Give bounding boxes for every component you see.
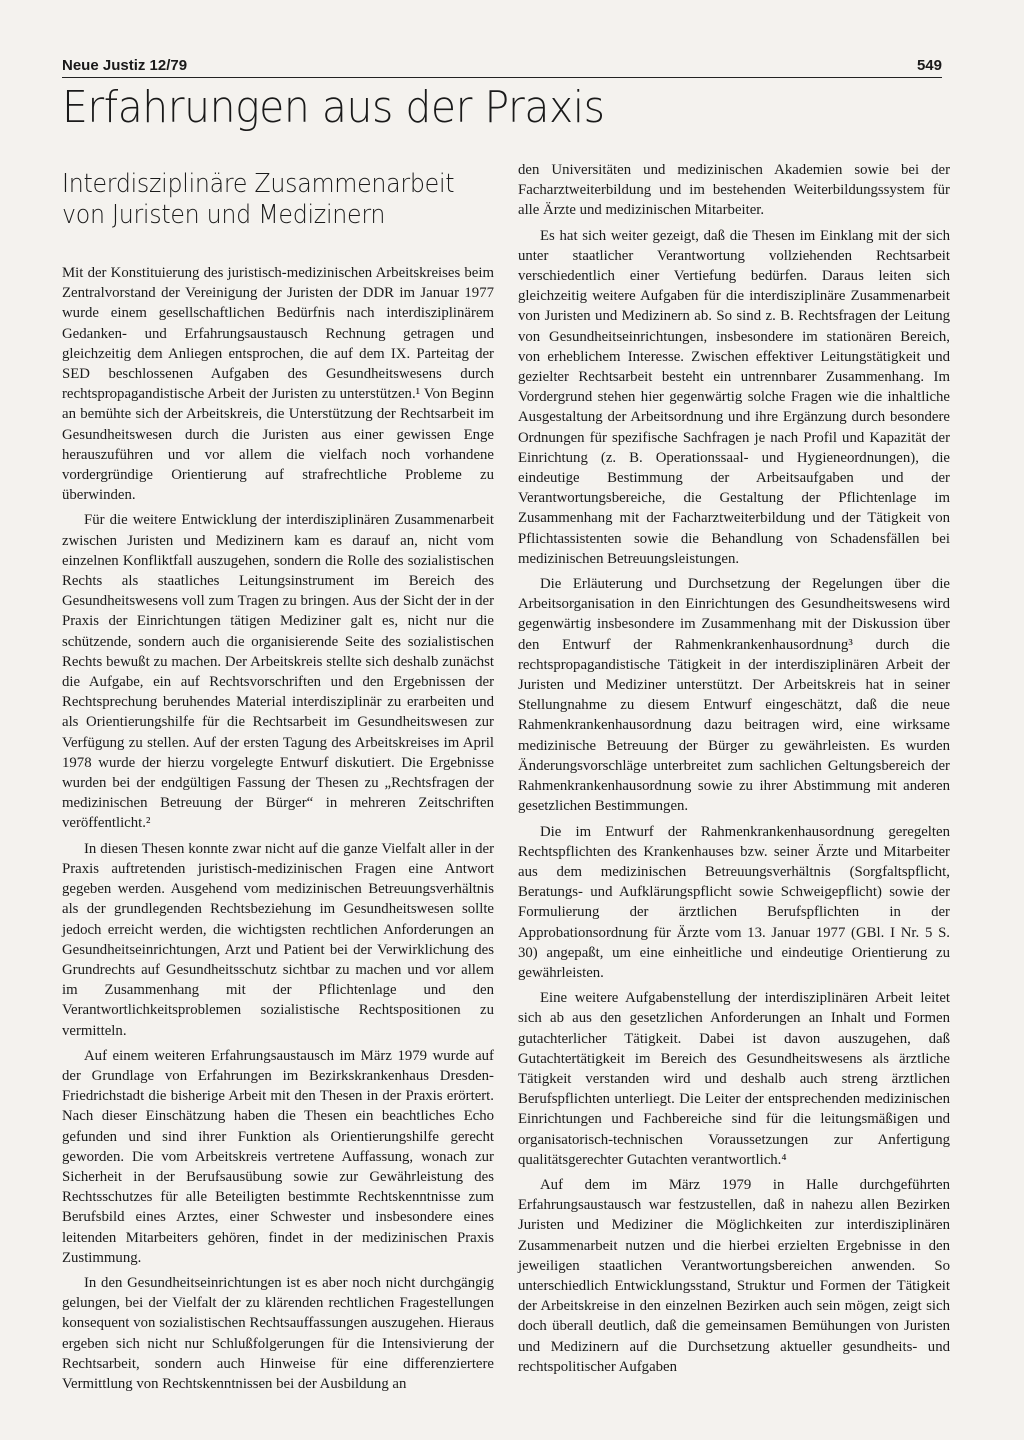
section-title: Erfahrungen aus der Praxis: [62, 82, 605, 133]
page-number: 549: [916, 57, 942, 74]
article-title-line-1: Interdisziplinäre Zusammenarbeit: [62, 169, 455, 199]
right-column: [518, 160, 950, 1382]
paragraph: In diesen Thesen konnte zwar nicht auf die ganze Vielfalt aller in der Praxis auftretenden juristisch-medizinischen Fragen eine Antwort gegeben werden. Ausgehend vom medizinischen Betreuungsverhältnis als der grundlegenden Rechtsbeziehung im Gesundheitswesen sollte jedoch erreicht werden, die wichtigsten rechtlichen Anforderungen an Gesundheitseinrichtungen, Arzt und Patient bei der Verwirklichung des Grundrechts auf Gesundheitsschutz sichtbar zu machen und vor allem im Zusammenhang mit der Pflichtenlage und den Verantwortlichkeitsproblemen sozialistische Rechtspositionen zu vermitteln.: [62, 840, 494, 1039]
article-title: [62, 169, 494, 231]
left-column: [62, 161, 494, 1399]
paragraph: Es hat sich weiter gezeigt, daß die Thesen im Einklang mit der sich unter staatlicher Verantwortung vollziehenden Rechtsarbeit verschiedentlich einer Vertiefung bedürfen. Daraus leiten sich gleichzeitig weitere Aufgaben für die interdisziplinäre Zusammenarbeit von Juristen und Medizinern ab. So sind z. B. Rechtsfragen der Leitung von Gesundheitseinrichtungen, insbesondere im stationären Bereich, von erheblichem Interesse. Zwischen effektiver Leitungstätigkeit und gezielter Rechtsarbeit besteht ein untrennbarer Zusammenhang. Im Vordergrund stehen hier gegenwärtig solche Fragen wie die inhaltliche Ausgestaltung der Arbeitsordnung und ihre Ergänzung durch besondere Ordnungen für spezifische Sachfragen je nach Profil und Kapazität der Einrichtung (z. B. Operationssaal- und Hygieneordnungen), die eindeutige Bestimmung der Arbeitsaufgaben und der Verantwortungsbereiche, die Gestaltung der Pflichtenlage im Zusammenhang mit der Facharztweiterbildung und der Tätigkeit von Pflichtassistenten sowie die Behandlung von Schadensfällen bei medizinischen Betreuungsleistungen.: [518, 227, 950, 567]
paragraph: Auf einem weiteren Erfahrungsaustausch im März 1979 wurde auf der Grundlage von Erfahrungen im Bezirkskrankenhaus Dresden-Friedrichstadt die bisherige Arbeit mit den Thesen in der Praxis erörtert. Nach dieser Einschätzung haben die Thesen ein beachtliches Echo gefunden und sind ihrer Funktion als Orientierungshilfe gerecht geworden. Die vom Arbeitskreis vertretene Auffassung, wonach zur Sicherheit in der Berufsausübung sowie zur Gewährleistung des Rechtsschutzes für alle Beteiligten bestimmte Rechtskenntnisse zum Berufsbild eines Arztes, einer Schwester und insbesondere eines leitenden Mitarbeiters gehören, findet in der medizinischen Praxis Zustimmung.: [62, 1047, 494, 1266]
paragraph: In den Gesundheitseinrichtungen ist es aber noch nicht durchgängig gelungen, bei der Vielfalt der zu klärenden rechtlichen Fragestellungen konsequent von sozialistischen Rechtsauffassungen auszugehen. Hieraus ergeben sich nicht nur Schlußfolgerungen für die Intensivierung der Rechtsarbeit, sondern auch Hinweise für eine differenziertere Vermittlung von Rechtskenntnissen bei der Ausbildung an: [62, 1274, 494, 1392]
journal-issue: Neue Justiz 12/79: [62, 57, 188, 74]
paragraph: Die im Entwurf der Rahmenkrankenhausordnung geregelten Rechtspflichten des Krankenhauses bzw. seiner Ärzte und Mitarbeiter aus dem medizinischen Betreuungsverhältnis (Sorgfaltspflicht, Beratungs- und Aufklärungspflicht sowie Schweigepflicht) sowie der Formulierung der ärztlichen Berufspflichten in der Approbationsordnung für Ärzte vom 13. Januar 1977 (GBl. I Nr. 5 S. 30) angepaßt, um eine einheitliche und eindeutige Orientierung zu gewährleisten.: [518, 823, 950, 981]
paragraph: Eine weitere Aufgabenstellung der interdisziplinären Arbeit leitet sich ab aus den gesetzlichen Anforderungen an Inhalt und Formen gutachterlicher Tätigkeit. Dabei ist davon auszugehen, daß Gutachtertätigkeit im Bereich des Gesundheitswesens als ärztliche Tätigkeit verstanden wird und deshalb auch streng ärztlichen Berufspflichten unterliegt. Die Leiter der entsprechenden medizinischen Einrichtungen und Fachbereiche sind für die leitungsmäßigen und organisatorisch-technischen Voraussetzungen zur Anfertigung qualitätsgerechter Gutachten verantwortlich.⁴: [518, 990, 950, 1168]
running-head: [62, 55, 942, 78]
paragraph: Mit der Konstituierung des juristisch-medizinischen Arbeitskreises beim Zentralvorstand der Vereinigung der Juristen der DDR im Januar 1977 wurde einem gesellschaftlichen Bedürfnis nach interdisziplinärem Gedanken- und Erfahrungsaustausch Rechnung getragen und gleichzeitig dem Anliegen entsprochen, die auf dem IX. Parteitag der SED beschlossenen Aufgaben des Gesundheitswesens durch rechtspropagandistische Arbeit der Juristen zu unterstützen.¹ Von Beginn an bemühte sich der Arbeitskreis, die Unterstützung der Rechtsarbeit im Gesundheitswesen durch die Juristen aus einer gewissen Enge herauszuführen und vor allem die vielfach noch vorhandene vordergründige Orientierung auf strafrechtliche Probleme zu überwinden.: [62, 265, 494, 504]
article-title-line-2: von Juristen und Medizinern: [62, 200, 386, 230]
paragraph: den Universitäten und medizinischen Akademien sowie bei der Facharztweiterbildung und im bestehenden Weiterbildungssystem für alle Ärzte und medizinischen Mitarbeiter.: [518, 162, 950, 219]
paragraph: Auf dem im März 1979 in Halle durchgeführten Erfahrungsaustausch war festzustellen, daß in nahezu allen Bezirken Juristen und Mediziner die Möglichkeiten zur interdisziplinären Zusammenarbeit nutzen und die hierbei erzielten Ergebnisse in den jeweiligen staatlichen Verantwortungsbereichen anwenden. So unterschiedlich Entwicklungsstand, Struktur und Formen der Tätigkeit der Arbeitskreise in den einzelnen Bezirken auch sein mögen, zeigt sich doch überall deutlich, daß die gemeinsamen Bemühungen von Juristen und Medizinern auf die Durchsetzung aktueller gesundheits- und rechtspolitischer Aufgaben: [518, 1176, 950, 1375]
paragraph: Für die weitere Entwicklung der interdisziplinären Zusammenarbeit zwischen Juristen und Medizinern kam es darauf an, nicht vom einzelnen Konfliktfall auszugehen, sondern die Rolle des sozialistischen Rechts als staatliches Leitungsinstrument im Bereich des Gesundheitswesens voll zum Tragen zu bringen. Aus der Sicht der in der Praxis der Einrichtungen tätigen Mediziner galt es, nicht nur die schützende, sondern auch die organisierende Seite des sozialistischen Rechts bewußt zu machen. Der Arbeitskreis stellte sich deshalb zunächst die Aufgabe, ein auf Rechtsvorschriften und den Ergebnissen der Rechtsprechung beruhendes Material interdisziplinär zu erarbeiten und als Orientierungshilfe für die Rechtsarbeit im Gesundheitswesen zur Verfügung zu stellen. Auf der ersten Tagung des Arbeitskreises im April 1978 wurde der hierzu vorgelegte Entwurf diskutiert. Die Ergebnisse wurden bei der endgültigen Fassung der Thesen zu „Rechtsfragen der medizinischen Betreuung der Bürger“ in mehreren Zeitschriften veröffentlicht.²: [62, 512, 494, 832]
paragraph: Die Erläuterung und Durchsetzung der Regelungen über die Arbeitsorganisation in den Einrichtungen des Gesundheitswesens wird gegenwärtig insbesondere im Zusammenhang mit der Diskussion über den Entwurf der Rahmenkrankenhausordnung³ durch die rechtspropagandistische Tätigkeit in der interdisziplinären Arbeit der Juristen und Mediziner unterstützt. Der Arbeitskreis hat in seiner Stellungnahme zu diesem Entwurf eingeschätzt, daß die neue Rahmenkrankenhausordnung dazu beitragen wird, eine wirksame medizinische Betreuung der Bürger zu gewährleisten. Es wurden Änderungsvorschläge unterbreitet zum sachlichen Geltungsbereich der Rahmenkrankenhausordnung sowie zu ihrer Abstimmung mit anderen gesetzlichen Bestimmungen.: [518, 576, 950, 815]
